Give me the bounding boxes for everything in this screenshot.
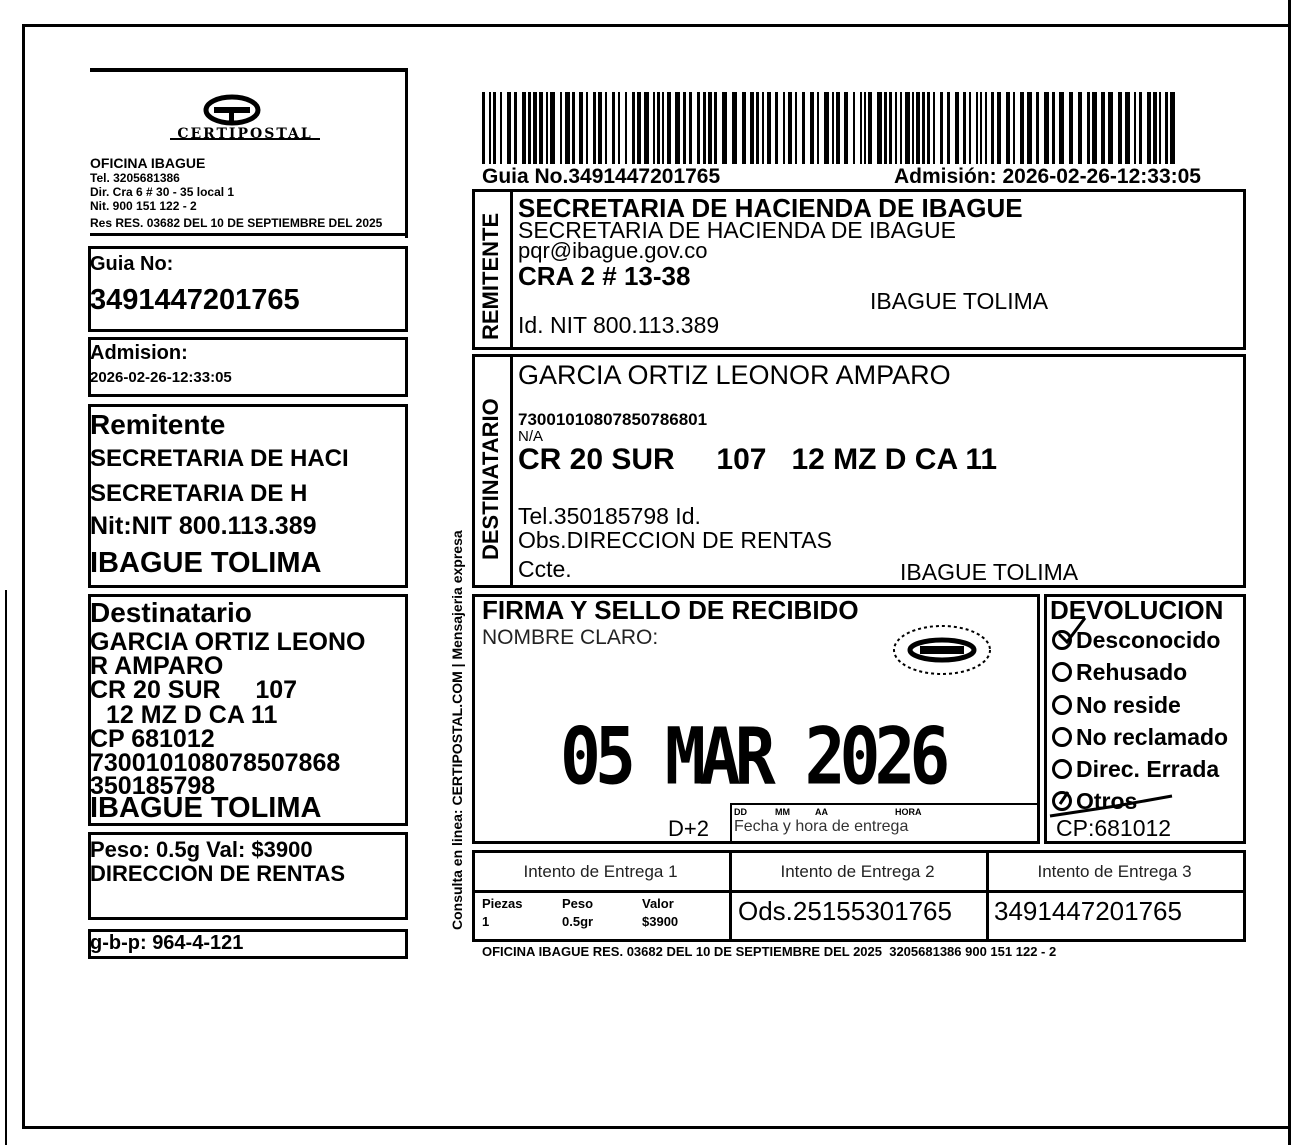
rem-city: IBAGUE TOLIMA [870, 288, 1049, 314]
left-admision-value: 2026-02-26-12:33:05 [90, 369, 232, 386]
left-remitente-line2: SECRETARIA DE H [90, 480, 308, 507]
dest-city: IBAGUE TOLIMA [900, 559, 1079, 585]
office-rule [90, 233, 408, 236]
left-top-rule [90, 68, 408, 72]
firma-d2: D+2 [668, 816, 709, 841]
stamp-date: 05 MAR 2026 [560, 712, 945, 803]
left-dest-line2: R AMPARO [90, 652, 224, 680]
office-nit: Nit. 900 151 122 - 2 [90, 199, 197, 213]
remitente-tag-divider [510, 189, 513, 350]
intento-1: Intento de Entrega 1 [523, 862, 678, 881]
fecha-box-left [730, 803, 732, 843]
dest-tel: Tel.350185798 Id. [518, 503, 701, 529]
left-dest-line1: GARCIA ORTIZ LEONO [90, 628, 366, 656]
peso-val: 0.5gr [562, 914, 594, 929]
dev-option-rehusado[interactable] [1052, 659, 1187, 686]
left-dest-line4: 12 MZ D CA 11 [106, 701, 278, 729]
bottom-guia-number: 3491447201765 [994, 896, 1182, 926]
dest-name: GARCIA ORTIZ LEONOR AMPARO [518, 360, 951, 390]
radio-rehusado-icon[interactable] [1052, 662, 1072, 682]
logo-container [150, 92, 330, 152]
dest-code: 73001010807850786801 [518, 410, 708, 429]
radio-direc-errada-icon[interactable] [1052, 759, 1072, 779]
piezas-label: Piezas [482, 896, 523, 911]
dev-option-no-reside[interactable] [1052, 692, 1181, 719]
fecha-aa: AA [815, 807, 828, 817]
fecha-dd: DD [734, 807, 747, 817]
page-border-bottom [22, 1126, 1290, 1129]
left-dest-line5: CP 681012 [90, 725, 215, 753]
left-remitente-nit: Nit:NIT 800.113.389 [90, 512, 317, 540]
left-dest-line6: 730010108078507868 [90, 749, 341, 777]
fecha-hora: HORA [895, 807, 922, 817]
left-destinatario-label: Destinatario [90, 597, 252, 628]
left-remitente-line1: SECRETARIA DE HACI [90, 445, 349, 472]
dest-address: CR 20 SUR 107 12 MZ D CA 11 [518, 443, 998, 476]
ods-number: Ods.25155301765 [738, 896, 952, 926]
checkmark-desconocido-icon [1055, 614, 1089, 646]
left-guia-label: Guia No: [90, 253, 174, 275]
left-gbp: g-b-p: 964-4-121 [90, 932, 244, 954]
dev-option-label: Rehusado [1076, 659, 1188, 685]
dev-option-label: Direc. Errada [1076, 756, 1220, 782]
left-peso-line: Peso: 0.5g Val: $3900 [90, 837, 313, 862]
dest-ccte: Ccte. [518, 556, 572, 582]
intento-3: Intento de Entrega 3 [1037, 862, 1192, 881]
page-border-top [22, 24, 1290, 27]
devolucion-title: DEVOLUCION [1050, 595, 1224, 625]
destinatario-tag: DESTINATARIO [478, 398, 503, 560]
dev-option-label: No reside [1076, 692, 1181, 718]
dest-na: N/A [518, 428, 544, 445]
left-remitente-city: IBAGUE TOLIMA [90, 547, 322, 579]
page-border-left [22, 24, 25, 1129]
office-res: Res RES. 03682 DEL 10 DE SEPTIEMBRE DEL 2025 [90, 216, 383, 230]
rem-email: pqr@ibague.gov.co [518, 238, 708, 263]
firma-nombre: NOMBRE CLARO: [482, 626, 659, 649]
dev-cp: CP:681012 [1056, 815, 1172, 841]
left-top-rule-vert [405, 68, 408, 238]
office-name: OFICINA IBAGUE [90, 155, 206, 171]
rem-address: CRA 2 # 13-38 [518, 261, 691, 291]
left-obs-line: DIRECCION DE RENTAS [90, 861, 346, 886]
page-border-left-ext [5, 590, 7, 1145]
firma-title: FIRMA Y SELLO DE RECIBIDO [482, 595, 859, 625]
piezas-val: 1 [482, 914, 490, 929]
fecha-box-top [730, 803, 1038, 805]
valor-val: $3900 [642, 914, 679, 929]
left-guia-number: 3491447201765 [90, 284, 300, 316]
left-dest-line3: CR 20 SUR 107 [90, 676, 298, 704]
dev-option-label: Desconocido [1076, 627, 1221, 653]
valor-label: Valor [642, 896, 674, 911]
dev-option-direc-errada[interactable] [1052, 756, 1219, 783]
left-remitente-label: Remitente [90, 409, 226, 440]
dest-obs: Obs.DIRECCION DE RENTAS [518, 527, 832, 553]
left-dest-city: IBAGUE TOLIMA [90, 792, 322, 824]
barcode-icon [482, 92, 1177, 164]
left-dest-line7: 350185798 [90, 772, 216, 800]
rem-nit: Id. NIT 800.113.389 [518, 312, 720, 338]
certipostal-logo-icon [150, 92, 330, 152]
page-border-right [1288, 0, 1291, 1145]
peso-label: Peso [562, 896, 594, 911]
dev-option-label: Otros [1076, 788, 1138, 814]
radio-no-reclamado-icon[interactable] [1052, 727, 1072, 747]
rem-name1: SECRETARIA DE HACIENDA DE IBAGUE [518, 193, 1023, 223]
office-tel: Tel. 3205681386 [90, 171, 180, 185]
dev-option-label: No reclamado [1076, 724, 1229, 750]
rem-name2: SECRETARIA DE HACIENDA DE IBAGUE [518, 217, 956, 243]
radio-no-reside-icon[interactable] [1052, 695, 1072, 715]
footer-text: OFICINA IBAGUE RES. 03682 DEL 10 DE SEPTIEMBRE DEL 2025 3205681386 900 151 122 - 2 [482, 944, 1057, 959]
right-guia-header: Guia No.3491447201765 [482, 165, 721, 188]
intentos-row-divider [472, 890, 1246, 893]
side-vertical-text: Consulta en linea: CERTIPOSTAL.COM | Mensajeria expresa [449, 530, 465, 930]
receipt-stamp-icon [890, 622, 1000, 680]
right-admision-header: Admisión: 2026-02-26-12:33:05 [894, 165, 1201, 188]
left-admision-label: Admision: [90, 342, 188, 364]
logo-text: CERTIPOSTAL [177, 126, 313, 142]
remitente-tag: REMITENTE [478, 212, 503, 340]
fecha-mm: MM [775, 807, 790, 817]
intento-2: Intento de Entrega 2 [780, 862, 935, 881]
dev-option-no-reclamado[interactable] [1052, 724, 1228, 751]
destinatario-tag-divider [510, 354, 513, 588]
office-dir: Dir. Cra 6 # 30 - 35 local 1 [90, 185, 235, 199]
fecha-label: Fecha y hora de entrega [734, 818, 909, 835]
